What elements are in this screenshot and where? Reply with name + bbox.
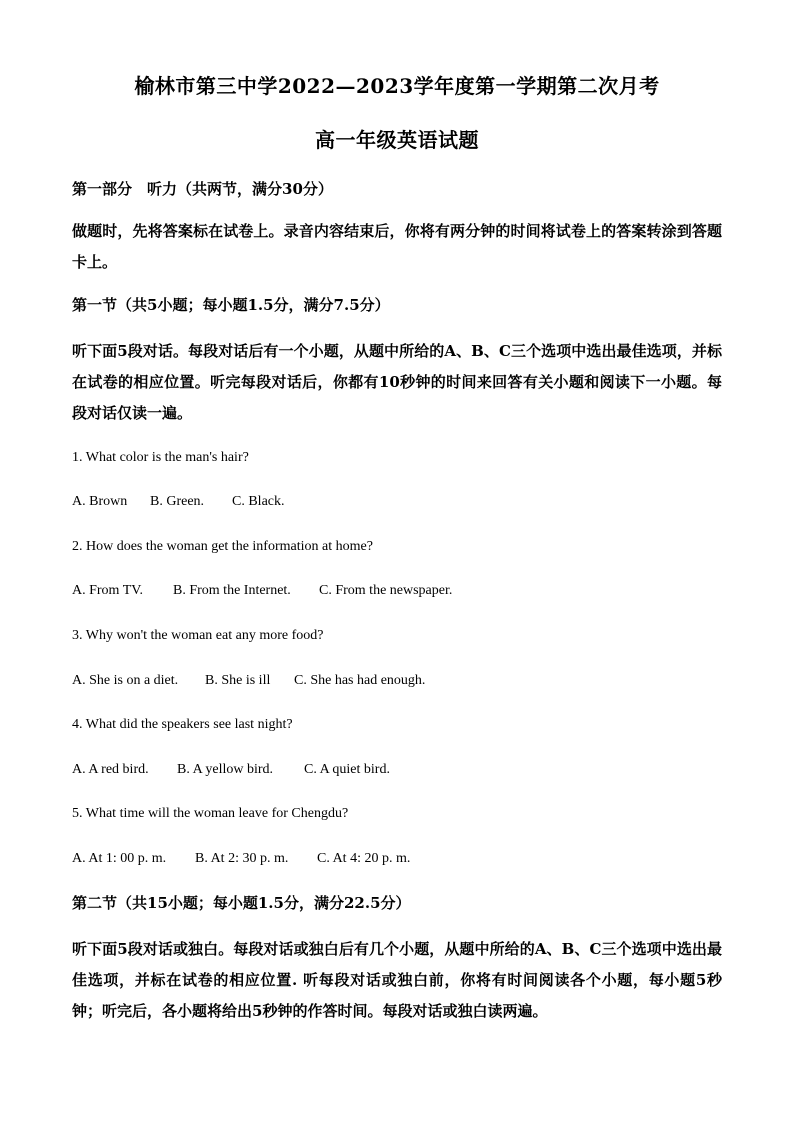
option-a: A. A red bird. — [72, 762, 149, 777]
option-a: A. She is on a diet. — [72, 673, 179, 688]
section1-heading: 第一节（共5小题；每小题1.5分，满分7.5分） — [72, 296, 390, 314]
option-c: C. At 4: 20 p. m. — [317, 851, 411, 866]
question-1-options — [72, 492, 722, 512]
part1-instructions: 做题时，先将答案标在试卷上。录音内容结束后，你将有两分钟的时间将试卷上的答案转涂到答题卡上。 — [72, 222, 722, 271]
question-5-options — [72, 849, 722, 869]
question-2: 2. How does the woman get the information at home? — [72, 539, 373, 554]
question-2-options — [72, 581, 722, 601]
option-b: B. Green. — [150, 494, 205, 509]
option-a: A. At 1: 00 p. m. — [72, 851, 167, 866]
option-c: C. A quiet bird. — [304, 762, 390, 777]
question-5: 5. What time will the woman leave for Chengdu? — [72, 806, 349, 821]
question-3-options — [72, 671, 722, 691]
section1-instructions: 听下面5段对话。每段对话后有一个小题，从题中所给的A、B、C三个选项中选出最佳选项，并标在试卷的相应位置。听完每段对话后，你都有10秒钟的时间来回答有关小题和阅读下一小题。每段对话仅读一遍。 — [72, 342, 722, 422]
question-4: 4. What did the speakers see last night? — [72, 717, 293, 732]
exam-title: 榆林市第三中学2022—2023学年度第一学期第二次月考 — [134, 74, 660, 98]
exam-subtitle: 高一年级英语试题 — [315, 128, 479, 152]
option-c: C. Black. — [232, 494, 285, 509]
option-a: A. Brown — [72, 494, 128, 509]
option-b: B. A yellow bird. — [177, 762, 274, 777]
option-a: A. From TV. — [72, 583, 144, 598]
section2-heading: 第二节（共15小题；每小题1.5分，满分22.5分） — [72, 894, 411, 912]
option-b: B. She is ill — [205, 673, 271, 688]
option-c: C. From the newspaper. — [319, 583, 453, 598]
question-3: 3. Why won't the woman eat any more food? — [72, 628, 324, 643]
part1-heading: 第一部分 听力（共两节，满分30分） — [72, 180, 333, 198]
question-4-options — [72, 760, 722, 780]
option-b: B. From the Internet. — [173, 583, 291, 598]
section2-instructions: 听下面5段对话或独白。每段对话或独白后有几个小题，从题中所给的A、B、C三个选项中选出最佳选项，并标在试卷的相应位置. 听每段对话或独白前，你将有时间阅读各个小题，每小题5秒钟；听完后，各小题将给出5秒钟的作答时间。每段对话或独白读两遍。 — [72, 940, 722, 1020]
question-1: 1. What color is the man's hair? — [72, 450, 249, 465]
option-b: B. At 2: 30 p. m. — [195, 851, 289, 866]
option-c: C. She has had enough. — [294, 673, 426, 688]
